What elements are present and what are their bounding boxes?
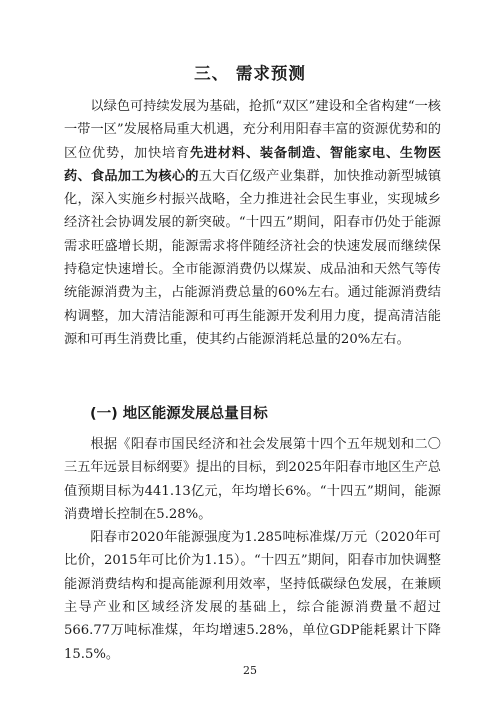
section-title: 三、 需求预测: [194, 64, 306, 83]
page-number: 25: [243, 664, 257, 677]
intro-paragraph: [64, 95, 441, 351]
target-block: [64, 433, 441, 666]
target-paragraph-2: 阳春市2020年能源强度为1.285吨标准煤/万元（2020年可比价，2015年可比价为1.15）。“十四五”期间，阳春市加快调整能源消费结构和提高能源利用效率，坚持低碳绿色发展，在兼顾主导产业和区域经济发展的基础上，综合能源消费量不超过566.77万吨标准煤，年均增速5.28%，单位GDP能耗累计下降15.5%。: [64, 530, 441, 662]
intro-text-start: 以绿色可持续发展为基础，抢抓“双区”建设和全省构建“一核一带一区”发展格局重大机遇，充分利用阳春丰富的资源优势和的区位优势，加快培育: [64, 99, 441, 161]
intro-text-end: 五大百亿级产业集群，加快推动新型城镇化，深入实施乡村振兴战略，全力推进社会民生事业，实现城乡经济社会协调发展的新突破。“十四五”期间，阳春市仍处于能源需求旺盛增长期，能源需求将伴随经济社会的快速发展而继续保持稳定快速增长。全市能源消费仍以煤炭、成品油和天然气等传统能源消费为主，占能源消费总量的60%左右。通过能源消费结构调整，加大清洁能源和可再生能源开发利用力度，提高清洁能源和可再生消费比重，使其约占能源消耗总量的20%左右。: [64, 168, 442, 347]
intro-block: [64, 95, 441, 351]
subsection-title: (一) 地区能源发展总量目标: [90, 406, 268, 422]
intro-bold-text: 先进材料、装备制造、智能家电、生物医药、食品加工为核心的: [64, 145, 442, 184]
target-paragraph-1: 根据《阳春市国民经济和社会发展第十四个五年规划和二〇三五年远景目标纲要》提出的目标，到2025年阳春市地区生产总值预期目标为441.13亿元，年均增长6%。“十四五”期间，能源消费增长控制在5.28%。: [64, 437, 441, 522]
